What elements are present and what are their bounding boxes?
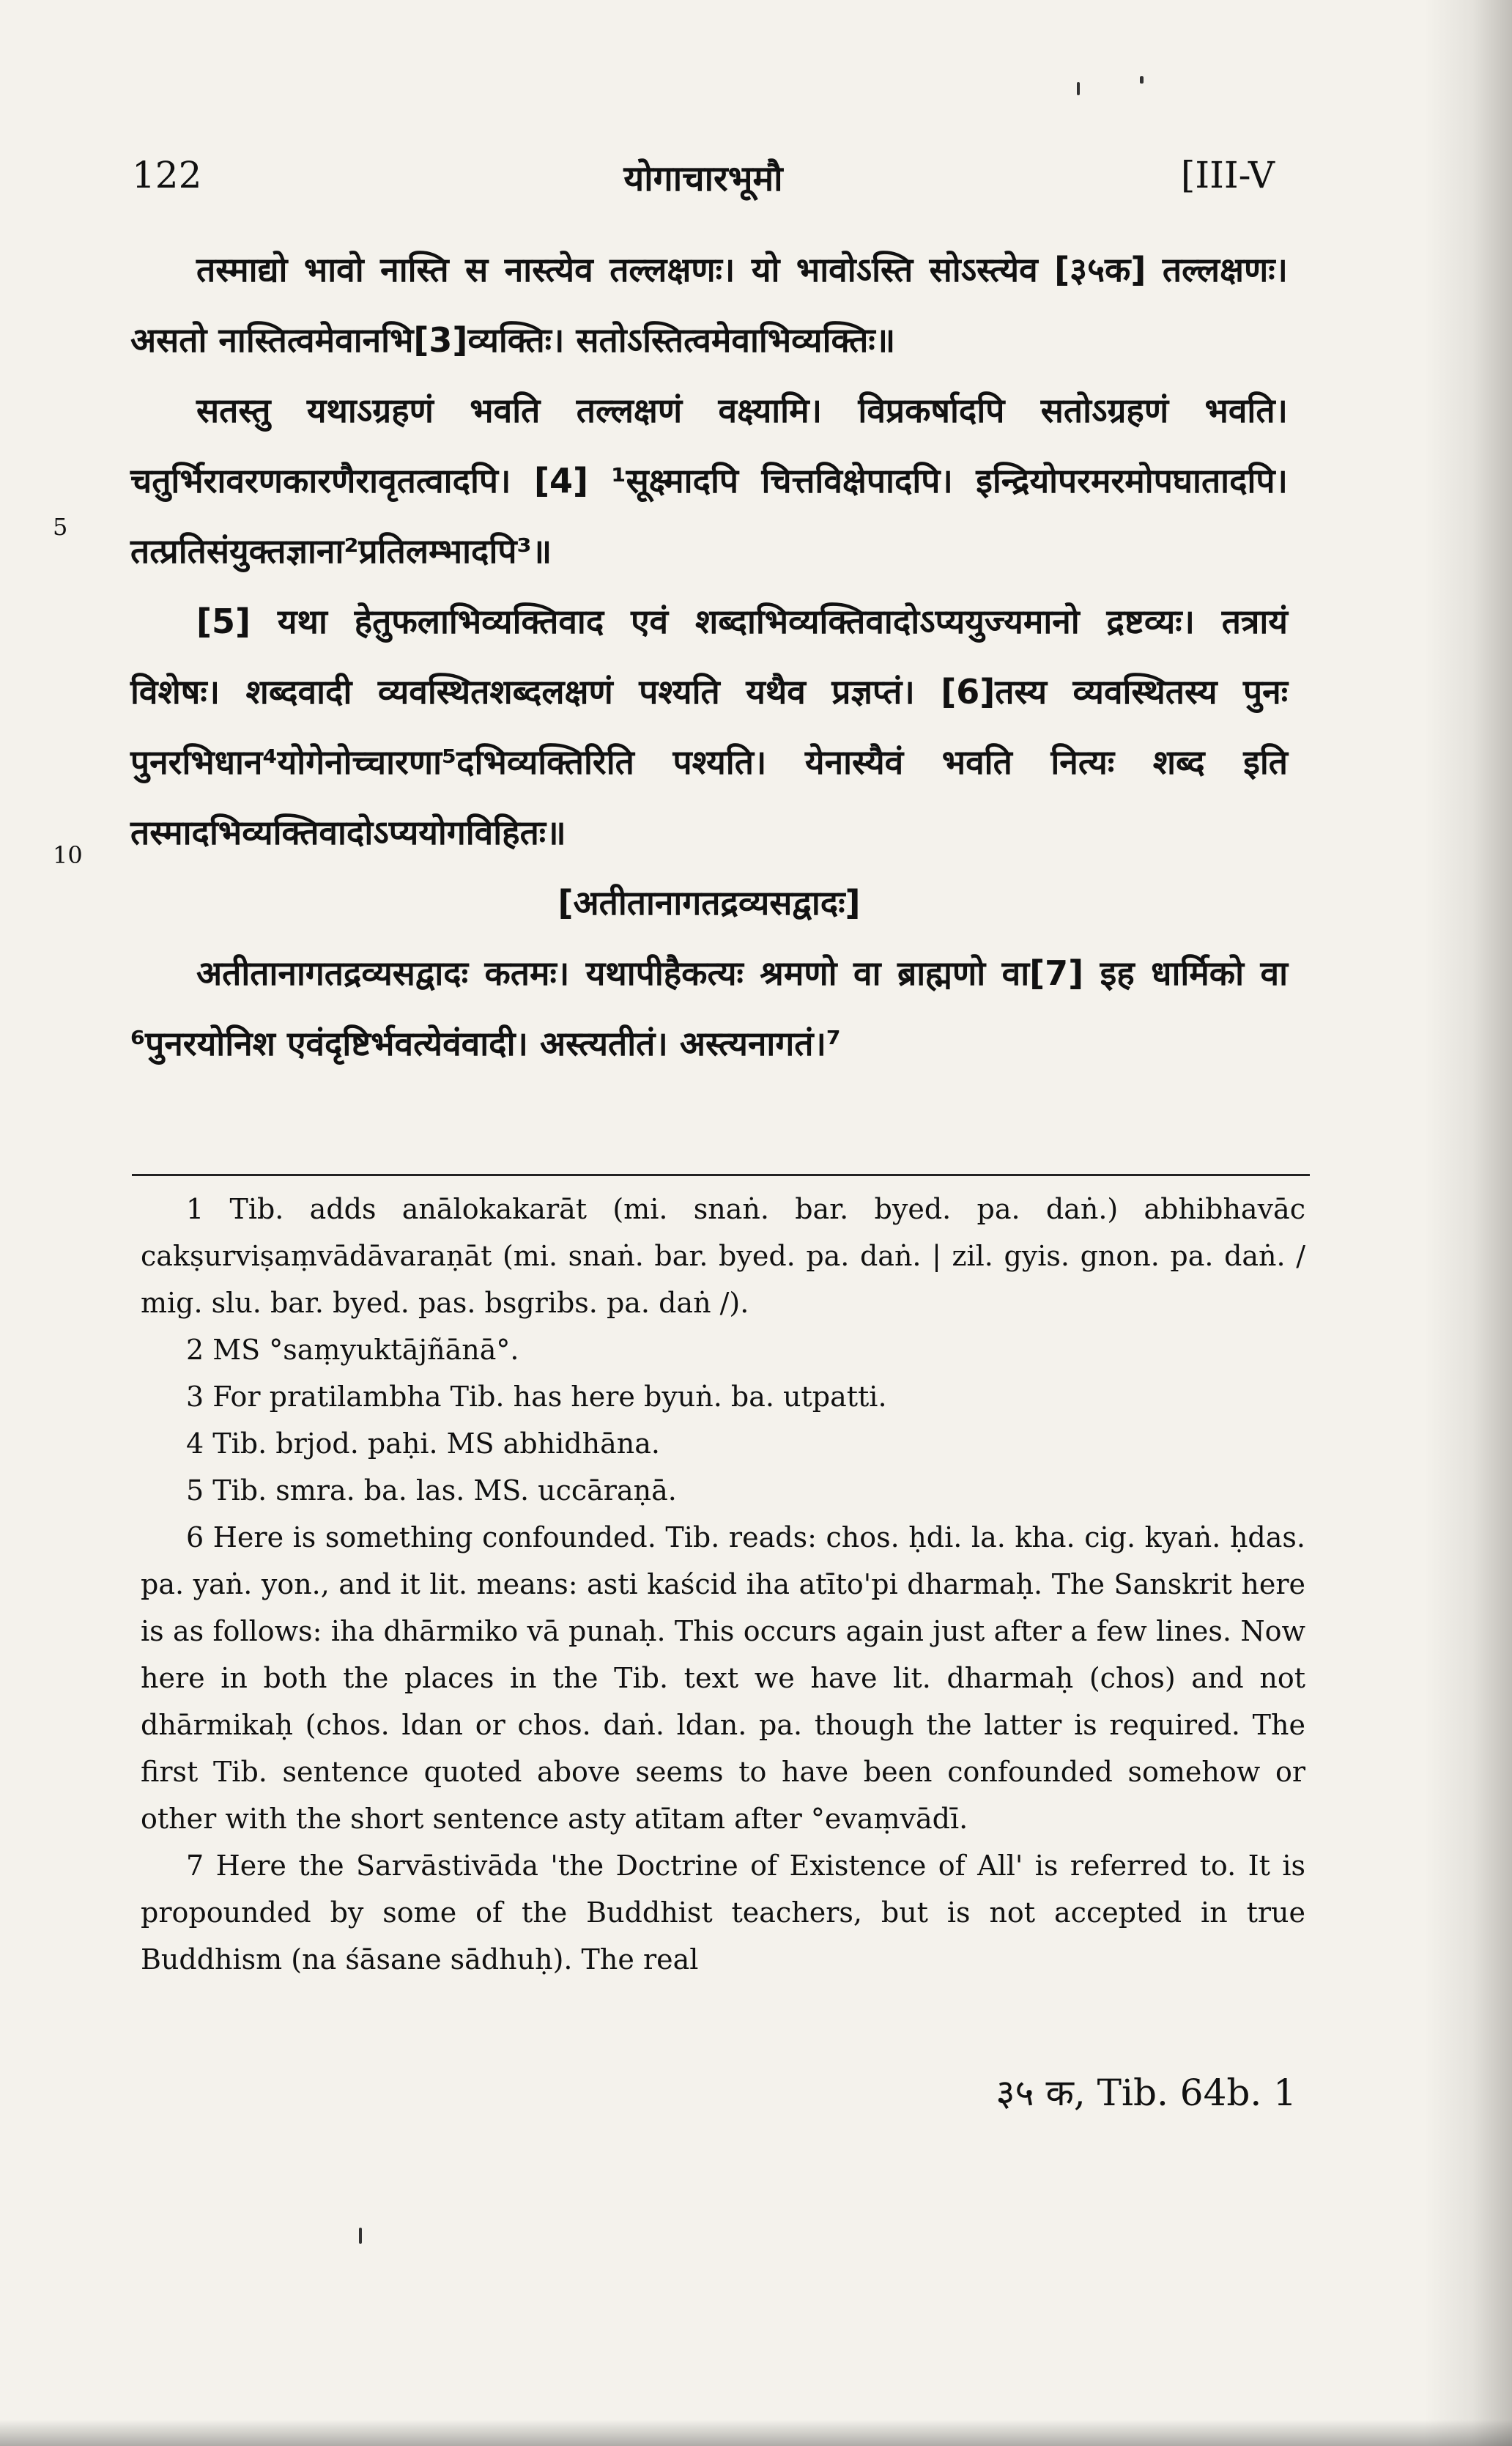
print-speck: [1077, 82, 1080, 95]
footnote-7: 7 Here the Sarvāstivāda 'the Doctrine of Existence of All' is referred to. It is propounded by some of the Buddhist teachers, but is not accepted in true Buddhism (na śāsane sādhuḥ). The real: [141, 1850, 1305, 1976]
page-number: 122: [132, 154, 202, 196]
footnote-4: 4 Tib. brjod. paḥi. MS abhidhāna.: [186, 1427, 660, 1460]
footnotes: [141, 1186, 1305, 1983]
print-speck: [1140, 76, 1144, 84]
footnote-5: 5 Tib. smra. ba. las. MS. uccāraṇā.: [186, 1474, 677, 1507]
section-reference: [III-V: [1180, 154, 1275, 196]
footnote-3: 3 For pratilambha Tib. has here byuṅ. ba. utpatti.: [186, 1381, 887, 1413]
margin-line-number-10: 10: [53, 841, 83, 869]
footnote-divider: [132, 1174, 1310, 1176]
sanskrit-text-block: [130, 234, 1288, 1079]
print-speck: [359, 2228, 362, 2244]
signature-mark: ३५ क, Tib. 64b. 1: [996, 2072, 1297, 2114]
sanskrit-paragraph-4: अतीतानागतद्रव्यसद्वादः कतमः। यथापीहैकत्यः श्रमणो वा ब्राह्मणो वा[7] इह धार्मिको वा ⁶पुनरयोनिश एवंदृष्टिर्भवत्येवंवादी। अस्त्यतीतं। अस्त्यनागतं।⁷: [130, 953, 1288, 1063]
sanskrit-paragraph-3: [5] यथा हेतुफलाभिव्यक्तिवाद एवं शब्दाभिव्यक्तिवादोऽप्ययुज्यमानो द्रष्टव्यः। तत्रायं विशेषः। शब्दवादी व्यवस्थितशब्दलक्षणं पश्यति यथैव प्रज्ञप्तं। [6]तस्य व्यवस्थितस्य पुनः पुनरभिधान⁴योगेनोच्चारणा⁵दभिव्यक्तिरिति पश्यति। येनास्यैवं भवति नित्यः शब्द इति तस्मादभिव्यक्तिवादोऽप्ययोगविहितः॥: [130, 602, 1288, 852]
page-bottom-edge: [0, 2420, 1512, 2446]
footnote-6: 6 Here is something confounded. Tib. reads: chos. ḥdi. la. kha. cig. kyaṅ. ḥdas. pa. yaṅ. yon., and it lit. means: asti kaścid iha atīto'pi dharmaḥ. The Sanskrit here is as follows: iha dhārmiko vā punaḥ. This occurs again just after a few lines. Now here in both the places in the Tib. text we have lit. dharmaḥ (chos) and not dhārmikaḥ (chos. ldan or chos. daṅ. ldan. pa. though the latter is required. The first Tib. sentence quoted above seems to have been confounded somehow or other with the short sentence asty atītam after °evaṃvādī.: [141, 1521, 1305, 1835]
binding-shadow: [1424, 0, 1512, 2446]
page-header: [132, 154, 1275, 213]
section-heading: [अतीतानागतद्रव्यसद्वादः]: [557, 883, 861, 923]
footnote-2: 2 MS °saṃyuktājñānā°.: [186, 1334, 519, 1366]
margin-line-number-5: 5: [53, 513, 68, 541]
sanskrit-paragraph-1: तस्माद्यो भावो नास्ति स नास्त्येव तल्लक्षणः। यो भावोऽस्ति सोऽस्त्येव [३५क] तल्लक्षणः। असतो नास्तित्वमेवानभि[3]व्यक्तिः। सतोऽस्तित्वमेवाभिव्यक्तिः॥: [130, 250, 1288, 360]
running-title: योगाचारभूमौ: [623, 158, 783, 199]
sanskrit-paragraph-2: सतस्तु यथाऽग्रहणं भवति तल्लक्षणं वक्ष्यामि। विप्रकर्षादपि सतोऽग्रहणं भवति। चतुर्भिरावरणकारणैरावृतत्वादपि। [4] ¹सूक्ष्मादपि चित्तविक्षेपादपि। इन्द्रियोपरमरमोपघातादपि। तत्प्रतिसंयुक्तज्ञाना²प्रतिलम्भादपि³॥: [130, 391, 1288, 571]
footnote-1: 1 Tib. adds anālokakarāt (mi. snaṅ. bar. byed. pa. daṅ.) abhibhavāc cakṣurviṣaṃvādāvaraṇāt (mi. snaṅ. bar. byed. pa. daṅ. | zil. gyis. gnon. pa. daṅ. / mig. slu. bar. byed. pas. bsgribs. pa. daṅ /).: [141, 1193, 1305, 1319]
